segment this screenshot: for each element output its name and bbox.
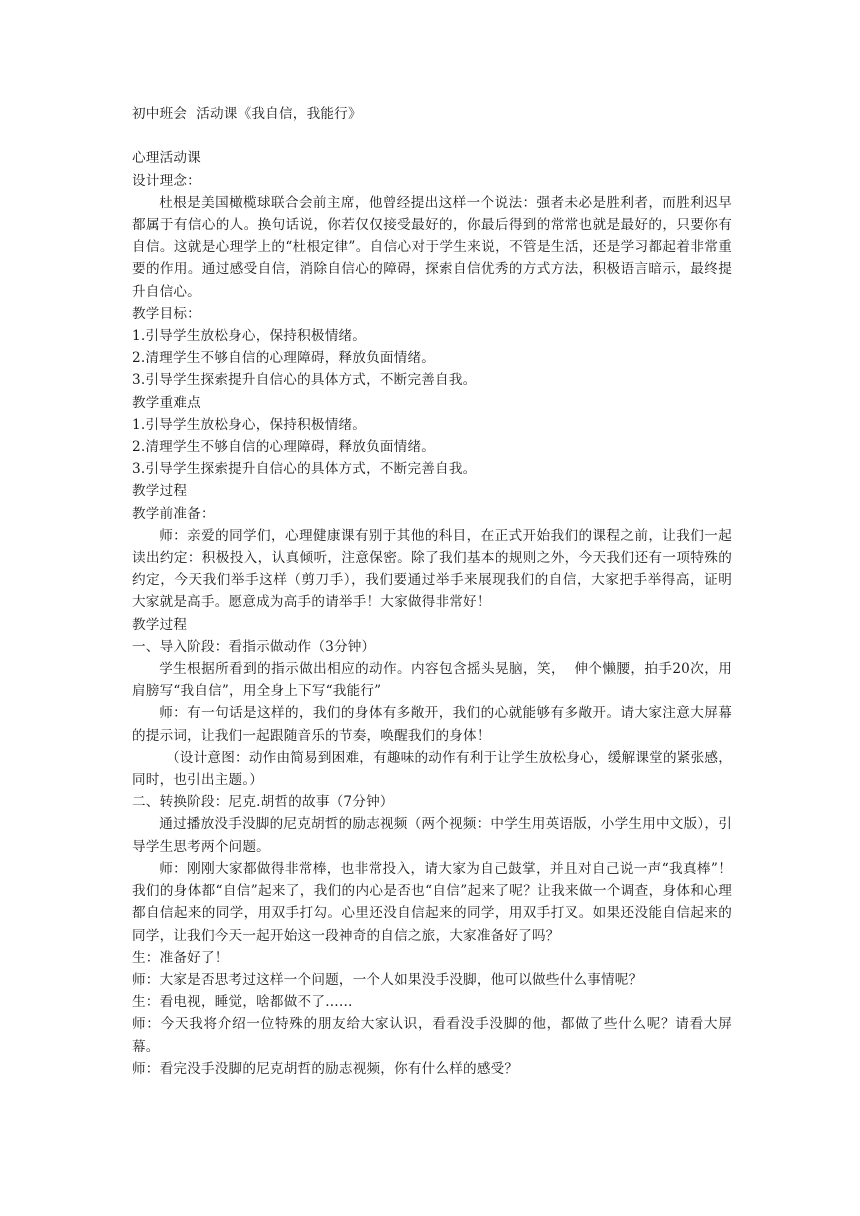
document-page: [132, 103, 732, 1080]
dialogue-line: 师：今天我将介绍一位特殊的朋友给大家认识，看看没手没脚的他，都做了些什么呢？请看大屏幕。: [132, 1016, 732, 1055]
stage1-teacher-paragraph: 师：有一句话是这样的，我们的身体有多敞开，我们的心就能够有多敞开。请大家注意大屏幕的提示词，让我们一起跟随音乐的节奏，唤醒我们的身体！: [132, 705, 732, 744]
key-point-item: 2.清理学生不够自信的心理障碍，释放负面情绪。: [132, 439, 436, 456]
dialogue-line: 师：看完没手没脚的尼克胡哲的励志视频，你有什么样的感受？: [132, 1060, 519, 1077]
document-subtitle: 心理活动课: [132, 150, 201, 167]
prep-heading: 教学前准备：: [132, 505, 215, 522]
goal-item: 2.清理学生不够自信的心理障碍，释放负面情绪。: [132, 350, 436, 367]
dialogue-line: 师：大家是否思考过这样一个问题，一个人如果没手没脚，他可以做些什么事情呢？: [132, 971, 643, 988]
design-concept-paragraph: 杜根是美国橄榄球联合会前主席，他曾经提出这样一个说法：强者未必是胜利者，而胜利迟早都属于有信心的人。换句话说，你若仅仅接受最好的，你最后得到的常常也就是最好的，只要你有自信。这就是心理学上的“杜根定律”。自信心对于学生来说，不管是生活，还是学习都起着非常重要的作用。通过感受自信，消除自信心的障碍，探索自信优秀的方式方法，积极语言暗示，最终提升自信心。: [132, 194, 732, 300]
key-points-heading: 教学重难点: [132, 394, 201, 411]
stage1-design-note: （设计意图：动作由简易到困难，有趣味的动作有利于让学生放松身心，缓解课堂的紧张感，同时，也引出主题。）: [132, 749, 732, 789]
blank-line: [132, 125, 732, 147]
document-title: 初中班会 活动课《我自信，我能行》: [132, 106, 362, 122]
stage2-teacher-paragraph: 师：刚刚大家都做得非常棒，也非常投入，请大家为自己鼓掌，并且对自己说一声“我真棒”！我们的身体都“自信”起来了，我们的内心是否也“自信”起来了呢？让我来做一个调查，身体和心理都自信起来的同学，用双手打勾。心里还没自信起来的同学，用双手打叉。如果还没能自信起来的同学，让我们今天一起开始这一段神奇的自信之旅，大家准备好了吗？: [132, 860, 732, 944]
key-point-item: 3.引导学生探索提升自信心的具体方式，不断完善自我。: [132, 461, 477, 478]
prep-paragraph: 师：亲爱的同学们，心理健康课有别于其他的科目，在正式开始我们的课程之前，让我们一起读出约定：积极投入，认真倾听，注意保密。除了我们基本的规则之外，今天我们还有一项特殊的约定，今天我们举手这样（剪刀手），我们要通过举手来展现我们的自信，大家把手举得高，证明大家就是高手。愿意成为高手的请举手！大家做得非常好！: [132, 527, 732, 611]
process-heading: 教学过程: [132, 483, 188, 500]
dialogue-line: 生：准备好了！: [132, 949, 229, 966]
process-heading-2: 教学过程: [132, 616, 188, 633]
stage1-heading: 一、导入阶段：看指示做动作（3分钟）: [132, 638, 376, 655]
stage1-paragraph: 学生根据所看到的指示做出相应的动作。内容包含摇头晃脑，笑， 伸个懒腰，拍手20次，用肩膀写“我自信”，用全身上下写“我能行”: [132, 661, 732, 700]
key-point-item: 1.引导学生放松身心，保持积极情绪。: [132, 416, 367, 433]
dialogue-line: 生：看电视，睡觉，啥都做不了……: [132, 994, 353, 1011]
stage2-paragraph: 通过播放没手没脚的尼克胡哲的励志视频（两个视频：中学生用英语版，小学生用中文版），引导学生思考两个问题。: [132, 816, 732, 855]
goal-item: 1.引导学生放松身心，保持积极情绪。: [132, 328, 367, 345]
goals-heading: 教学目标：: [132, 305, 201, 322]
goal-item: 3.引导学生探索提升自信心的具体方式，不断完善自我。: [132, 372, 477, 389]
stage2-heading: 二、转换阶段：尼克.胡哲的故事（7分钟）: [132, 794, 394, 811]
design-concept-heading: 设计理念：: [132, 172, 201, 189]
